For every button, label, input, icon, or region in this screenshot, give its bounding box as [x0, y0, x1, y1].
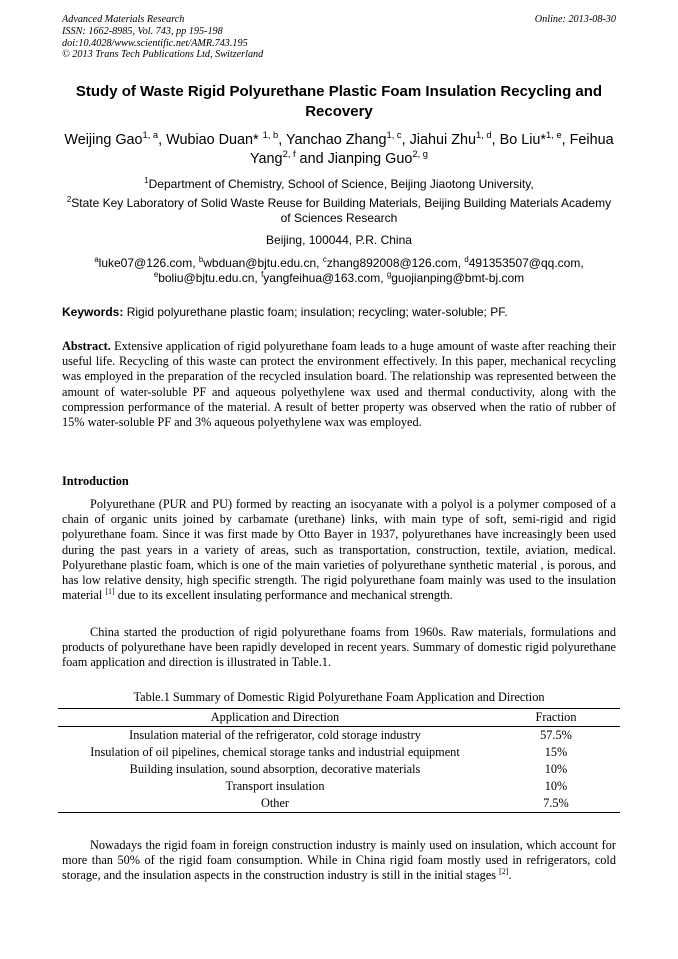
superscript: e [153, 270, 159, 279]
text-run: , Feihua Yang [250, 132, 614, 167]
text-run: Polyurethane (PUR and PU) formed by reacting an isocyanate with a polyol is a polymer composed of a chain of organic units joined by carbamate (urethane) links, with main type of soft, semi-rigid and rigid polyurethane foam. Since it was first made by Otto Bayer in 1937, polyurethanes have increasingly been used during the past years in a variety of areas, such as transportation, construction, textile, aviation, medical. Polyurethane plastic foam, which is one of the main varieties of polyurethane synthetic material , is porous, and has low relative density, high specific strength. The rigid polyurethane foam mainly was used to the insulation material [62, 497, 616, 603]
table-row [58, 778, 620, 795]
keywords [62, 305, 616, 320]
superscript: 1, b [262, 130, 279, 141]
superscript: c [322, 255, 327, 264]
table-cell-application: Insulation of oil pipelines, chemical storage tanks and industrial equipment [90, 745, 460, 759]
intro-paragraph-3 [62, 838, 616, 884]
text-run: luke07@126.com, [98, 256, 199, 270]
table-caption: Table.1 Summary of Domestic Rigid Polyurethane Foam Application and Direction [133, 690, 545, 704]
superscript: 1, a [142, 130, 159, 141]
text-run: zhang892008@126.com, [326, 256, 465, 270]
table-header-application: Application and Direction [58, 709, 492, 727]
table-row [58, 761, 620, 778]
application-table [58, 708, 620, 813]
online-date: Online: 2013-08-30 [534, 14, 616, 25]
author-list [56, 131, 622, 169]
text-run: . [508, 868, 512, 883]
text-run: Beijing, 100044, P.R. China [266, 233, 412, 247]
text-run: boliu@bjtu.edu.cn, [158, 271, 262, 285]
superscript: 1, d [476, 130, 492, 141]
superscript: a [94, 255, 99, 264]
journal-name: Advanced Materials Research [62, 14, 185, 25]
affiliation-address [62, 233, 616, 248]
text-run: State Key Laboratory of Solid Waste Reuse for Building Materials, Beijing Building Materials Academy of Sciences Research [71, 196, 612, 225]
table-row [58, 744, 620, 761]
keywords-label: Keywords: [62, 305, 124, 319]
superscript: [1] [105, 587, 115, 597]
table-row [58, 795, 620, 813]
table-cell-fraction: 10% [544, 779, 568, 793]
table-cell-fraction: 10% [544, 762, 568, 776]
text-run: , Jiahui Zhu [401, 132, 476, 148]
author-emails [62, 256, 616, 286]
superscript: 1, e [546, 130, 562, 141]
table-cell-fraction: 7.5% [492, 795, 620, 813]
paper-title: Study of Waste Rigid Polyurethane Plastic Foam Insulation Recycling and Recovery [75, 83, 603, 120]
table-header-row [58, 709, 620, 727]
superscript: 1 [144, 176, 149, 185]
abstract-text: Extensive application of rigid polyurethane foam leads to a huge amount of waste after reaching their useful life. Recycling of this waste can protect the environment effectively. In this paper, mechanical recycling was employed in the preparation of the recycled insulation board. The relationship was represented between the amount of water-soluble PF and aqueous polyethylene wax used and thermal conductivity, along with the compression performance of the material. A result of better property was observed when the ratio of rubber of 15% water-soluble PF and 3% aqueous polyethylene wax was employed. [62, 339, 616, 430]
intro-paragraph-1 [62, 497, 616, 603]
table-cell-application: Other [58, 795, 492, 813]
superscript: 2, f [282, 149, 296, 160]
text-run: and Jianping Guo [295, 151, 413, 167]
table-cell-application: Building insulation, sound absorption, decorative materials [129, 762, 421, 776]
superscript: d [464, 255, 469, 264]
doi-line: doi:10.4028/www.scientific.net/AMR.743.195 [62, 37, 248, 49]
table-cell-application: Insulation material of the refrigerator, cold storage industry [129, 728, 421, 742]
table-row [58, 727, 620, 745]
text-run: Nowadays the rigid foam in foreign construction industry is mainly used on insulation, which account for more than 50% of the rigid foam consumption. While in China rigid foam mostly used in refrigerators, cold storage, and the insulation aspects in the construction industry is still in the initial stages [62, 838, 616, 883]
text-run: Weijing Gao [64, 132, 143, 148]
superscript: g [386, 270, 392, 279]
table-cell-application: Transport insulation [225, 779, 325, 793]
text-run: China started the production of rigid polyurethane foams from 1960s. Raw materials, formulations and products of polyurethane have been rapidly developed in recent years. Summary of domestic rigid polyurethane foam application and direction is illustrated in Table.1. [62, 625, 616, 670]
superscript: 2 [66, 195, 72, 204]
section-heading-introduction: Introduction [62, 474, 129, 488]
abstract-label: Abstract. [62, 339, 111, 353]
abstract [62, 339, 616, 430]
superscript: 1, c [386, 130, 402, 141]
keywords-text: Rigid polyurethane plastic foam; insulation; recycling; water-soluble; PF. [123, 305, 508, 319]
superscript: b [198, 255, 204, 264]
text-run: , Yanchao Zhang [278, 132, 387, 148]
superscript: 2, g [412, 149, 428, 160]
copyright-line: © 2013 Trans Tech Publications Ltd, Switzerland [62, 49, 264, 61]
text-run: , Bo Liu* [491, 132, 546, 148]
text-run: 491353507@qq.com, [468, 256, 584, 270]
text-run: , Wubiao Duan* [158, 132, 263, 148]
table-cell-fraction: 15% [544, 745, 568, 759]
affiliation-2 [62, 196, 616, 226]
superscript: f [261, 270, 264, 279]
issn-line: ISSN: 1662-8985, Vol. 743, pp 195-198 [62, 25, 223, 37]
text-run: due to its excellent insulating performance and mechanical strength. [114, 588, 453, 603]
affiliation-1 [62, 177, 616, 192]
intro-paragraph-2 [62, 625, 616, 671]
table-cell-fraction: 57.5% [540, 728, 572, 742]
page-header [62, 14, 616, 61]
text-run: yangfeihua@163.com, [263, 271, 387, 285]
text-run: wbduan@bjtu.edu.cn, [203, 256, 323, 270]
table-header-fraction: Fraction [492, 709, 620, 727]
text-run: Department of Chemistry, School of Science, Beijing Jiaotong University, [148, 177, 534, 191]
superscript: [2] [499, 867, 509, 877]
text-run: guojianping@bmt-bj.com [391, 271, 525, 285]
